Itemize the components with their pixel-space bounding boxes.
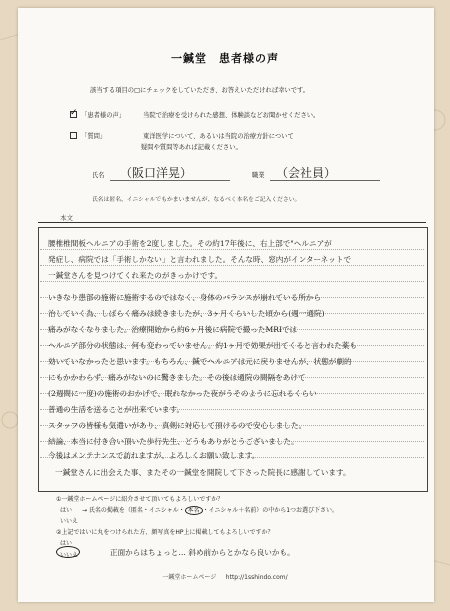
option-voice-desc: 当院で治療を受けられた感想、体験談などお聞かせください。 [143,112,320,119]
checkbox-question[interactable] [70,132,77,139]
name-value: 阪口洋晃 [132,166,181,180]
option-voice-label: 「患者様の声」 [81,112,126,119]
footer [0,572,450,581]
name-field[interactable]: （阪口洋晃） [120,166,193,180]
body-label-rule [38,222,426,223]
q2-no-circle [56,546,80,558]
occupation-field[interactable]: （会社員） [276,166,337,180]
occupation-label: 職業 [252,172,265,179]
q1-yes[interactable]: はい [60,507,73,514]
body-line: にもかかわらず、痛みがないのに驚きました。その後は通院の間隔をあけて [48,373,306,382]
q2-yes[interactable]: はい [60,540,73,547]
q1-circled-option[interactable]: 本名 [185,506,203,515]
checkmark-icon: ✓ [70,108,78,118]
option-voice[interactable] [70,110,319,119]
occupation-value: 会社員 [288,166,325,180]
name-underline [110,180,230,181]
question-1: ①一鍼堂ホームページに紹介させて頂いてもよろしいですか？ [56,496,224,503]
option-question[interactable] [70,131,294,140]
body-line: 腰椎椎間板ヘルニアの手術を2度しました。その約17年後に、右上部で"ヘルニアが [48,239,332,248]
option-question-desc: 東洋医学について、あるいは当院の治療方針について [143,133,294,140]
q2-no[interactable]: いいえ [60,552,79,559]
checkbox-voice[interactable] [70,108,78,118]
name-note: 氏名は匿名、イニシャルでもかまいませんが、なるべく本名をご記入ください。 [92,197,301,203]
body-line: 一鍼堂さんを見つけてくれ来たのがきっかけです。 [48,271,223,280]
page-title: 一鍼堂 患者様の声 [171,52,279,65]
q1-name-format: → 氏名の掲載を（匿名・イニシャル・ 本名 ・イニシャル＋名前）の中から1つお選び下さい。 [82,507,339,514]
body-line: 今後はメンテナンスで訪れますが、よろしくお願い致します。 [48,451,260,460]
body-line: 治していく為、しばらく痛みは続きましたが、3ヶ月くらいした頃から(週一通院) [48,309,325,318]
q1-no[interactable]: いいえ [60,518,79,525]
body-line: いきなり患部の施術に施術するのではなく、身体のバランスが崩れている所から [48,293,321,302]
occupation-underline [270,180,380,181]
body-line: (2週間に一度)の施術のおかげで、眠れなかった夜がうそのように忘れるくらい [48,389,317,398]
body-line: 一鍼堂さんに出会えた事、またその一鍼堂を開院して下さった院長に感謝しています。 [55,468,351,477]
q2-comment: 正面からはちょっと… 斜め前からとかなら良いかも。 [110,548,295,557]
name-label: 氏名 [92,172,105,179]
footer-site-name: 一鍼堂ホームページ [162,574,217,581]
question-2: ②上記ではいに丸をつけられた方、顔写真をHP上に掲載してもよろしいですか？ [56,529,274,536]
body-line: 普通の生活を送ることが出来ています。 [48,405,185,414]
option-question-desc2: 疑問や質問等あれば記載ください。 [141,144,242,151]
body-label: 本文 [60,214,73,222]
body-line: スタッフの皆様も気遣いがあり、真剣に対応して頂けるので安心しました。 [48,421,307,430]
footer-url[interactable]: http://1sshindo.com/ [225,574,288,581]
body-line: 痛みがなくなりました。治療開始から約6ヶ月後に病院で撮ったMRIでは [48,325,298,334]
body-line: 効いていなかったと思います。もちろん、鍼でヘルニアは元に戻りませんが、状態が劇的 [48,357,352,366]
body-line: ヘルニア部分の状態は、何も変わっていません。約1ヶ月で効果が出てくると言われた薬も [48,341,357,350]
body-line: 結論、本当に付き合い頂いた歩行先生、どうもありがとうございました。 [48,437,299,446]
intro-text: 該当する項目の□にチェックをしていただき、お答えいただければ幸いです。 [90,87,310,94]
body-line: 発症し、病院では「手術しかない」と言われました。そんな時、窓内がインターネットで [48,255,352,264]
option-question-label: 「質問」 [81,133,107,140]
